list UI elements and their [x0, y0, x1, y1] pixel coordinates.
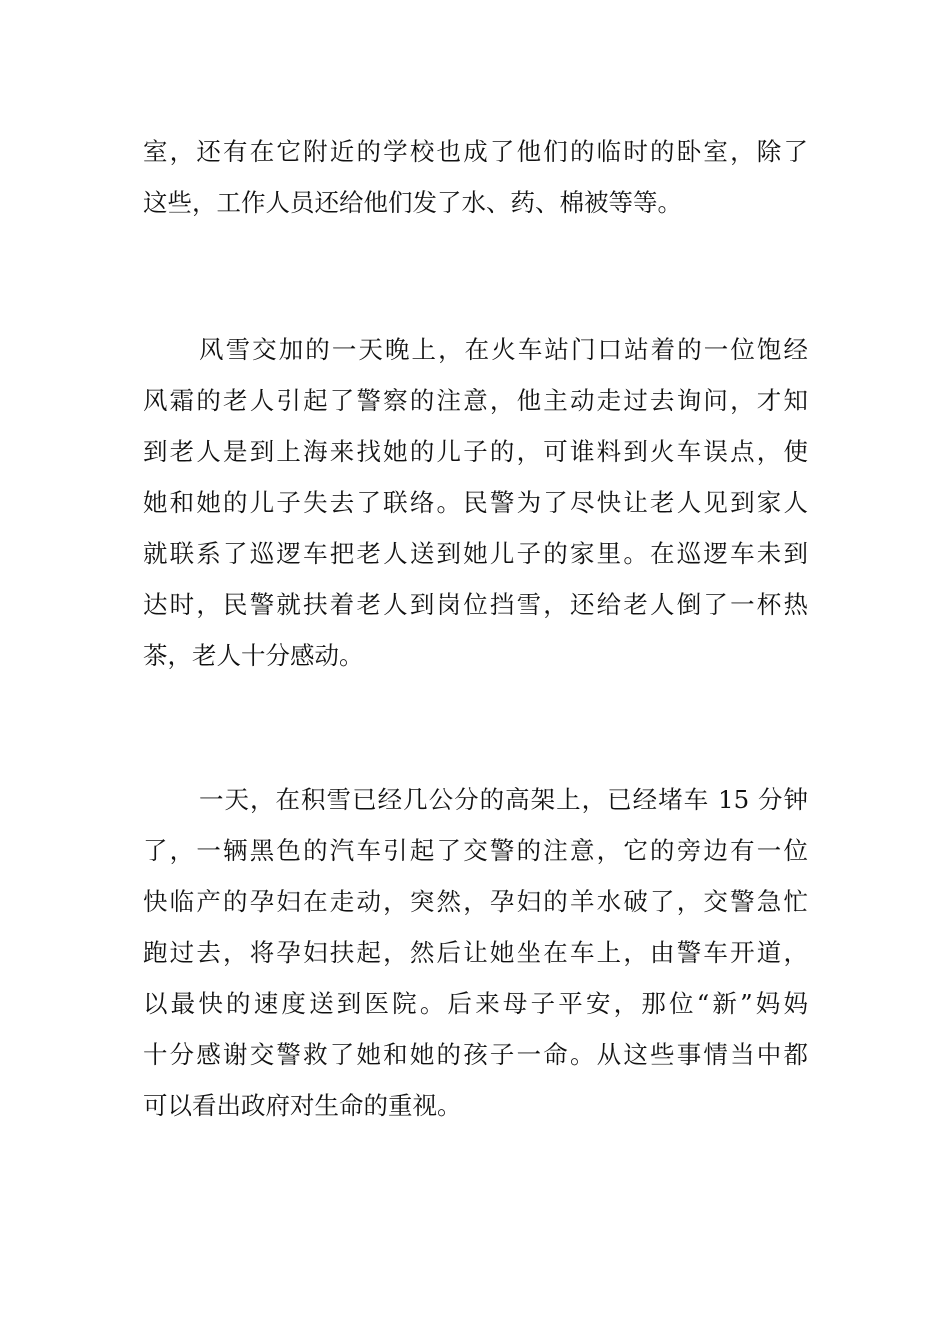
paragraph-line: 风霜的老人引起了警察的注意，他主动走过去询问，才知 [143, 386, 808, 415]
paragraph-line: 了，一辆黑色的汽车引起了交警的注意，它的旁边有一位 [143, 836, 808, 865]
paragraph-line: 快临产的孕妇在走动，突然，孕妇的羊水破了，交警急忙 [143, 887, 808, 916]
paragraph-line: 风雪交加的一天晚上，在火车站门口站着的一位饱经 [199, 335, 808, 364]
paragraph-line: 室，还有在它附近的学校也成了他们的临时的卧室，除了 [143, 137, 808, 166]
paragraph-line: 可以看出政府对生命的重视。 [143, 1091, 462, 1120]
paragraph-line: 跑过去，将孕妇扶起，然后让她坐在车上，由警车开道， [143, 938, 808, 967]
paragraph-line: 十分感谢交警救了她和她的孩子一命。从这些事情当中都 [143, 1040, 808, 1069]
paragraph-2 [143, 324, 808, 681]
paragraph-line: 她和她的儿子失去了联络。民警为了尽快让老人见到家人 [143, 488, 808, 517]
paragraph-line: 到老人是到上海来找她的儿子的，可谁料到火车误点，使 [143, 437, 808, 466]
paragraph-line: 茶，老人十分感动。 [143, 641, 364, 670]
paragraph-line: 这些，工作人员还给他们发了水、药、棉被等等。 [143, 188, 682, 217]
paragraph-line: 一天，在积雪已经几公分的高架上，已经堵车 15 分钟 [199, 785, 808, 814]
paragraph-3 [143, 774, 808, 1131]
paragraph-1 [143, 126, 808, 228]
paragraph-line: 达时，民警就扶着老人到岗位挡雪，还给老人倒了一杯热 [143, 590, 808, 619]
paragraph-line: 以最快的速度送到医院。后来母子平安，那位“新”妈妈 [143, 989, 808, 1018]
paragraph-line: 就联系了巡逻车把老人送到她儿子的家里。在巡逻车未到 [143, 539, 808, 568]
